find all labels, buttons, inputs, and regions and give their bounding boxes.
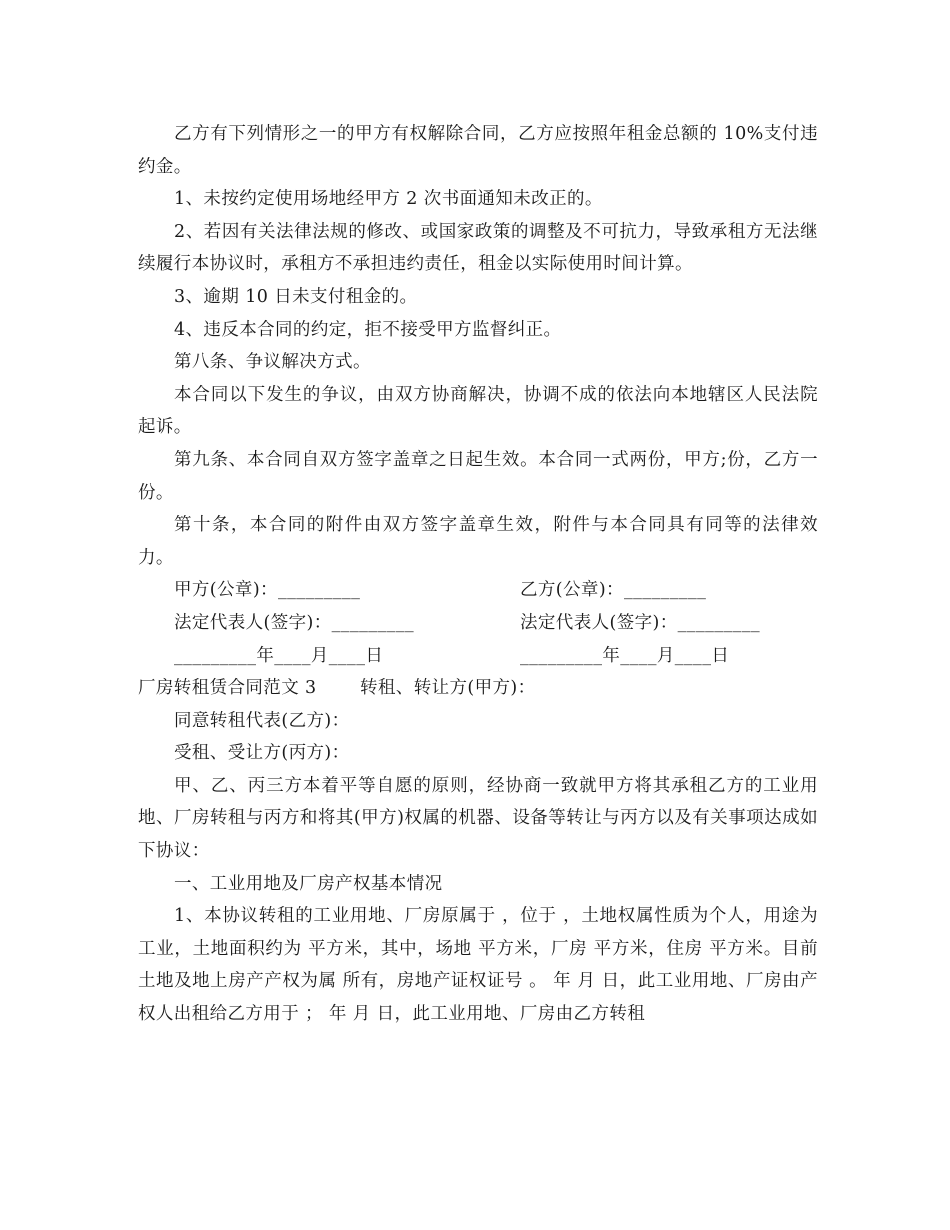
article-8-heading: 第八条、争议解决方式。 (174, 352, 371, 373)
signature-rep-row (138, 607, 818, 640)
party-c-label: 受租、受让方(丙方)： (174, 743, 350, 764)
section-1-heading: 一、工业用地及厂房产权基本情况 (174, 873, 443, 894)
article-9: 第九条、本合同自双方签字盖章之日起生效。本合同一式两份，甲方;份，乙方一份。 (138, 449, 818, 503)
party-b-date: _________年____月____日 (520, 645, 730, 666)
paragraph-termination: 乙方有下列情形之一的甲方有权解除合同，乙方应按照年租金总额的 10%支付违约金。 (138, 124, 818, 177)
paragraph-item-2: 2、若因有关法律法规的修改、或国家政策的调整及不可抗力，导致承租方无法继续履行本协议时，承租方不承担违约责任，租金以实际使用时间计算。 (138, 221, 818, 275)
paragraph-item-3: 3、逾期 10 日未支付租金的。 (174, 286, 418, 307)
section-title-row (138, 672, 818, 705)
party-b-label: 同意转租代表(乙方)： (174, 710, 350, 731)
party-b-representative: 法定代表人(签字)：_________ (520, 612, 761, 633)
party-a-representative: 法定代表人(签字)：_________ (174, 612, 415, 633)
paragraph-item-4: 4、违反本合同的约定，拒不接受甲方监督纠正。 (174, 319, 562, 340)
party-a-date: _________年____月____日 (174, 645, 384, 666)
party-a-label: 转租、转让方(甲方)： (360, 678, 536, 699)
paragraph-dispute: 本合同以下发生的争议，由双方协商解决，协调不成的依法向本地辖区人民法院起诉。 (138, 384, 818, 438)
signature-seal-row (138, 574, 818, 607)
paragraph-agreement-intro: 甲、乙、丙三方本着平等自愿的原则，经协商一致就甲方将其承租乙方的工业用地、厂房转租与丙方和将其(甲方)权属的机器、设备等转让与丙方以及有关事项达成如下协议： (138, 775, 818, 862)
paragraph-property-info: 1、本协议转租的工业用地、厂房原属于 ，位于 ，土地权属性质为个人，用途为工业，土地面积约为 平方米，其中，场地 平方米，厂房 平方米，住房 平方米。目前土地及地上房产产权为属 所有，房地产证权证号 。 年 月 日，此工业用地、厂房由产权人出租给乙方用于 ； 年 月 日，此工业用地、厂房由乙方转租 (138, 906, 818, 1025)
party-a-seal: 甲方(公章)：_________ (174, 580, 361, 601)
signature-date-row (138, 640, 818, 673)
party-b-seal: 乙方(公章)：_________ (520, 580, 707, 601)
section-title: 厂房转租赁合同范文 3 (138, 678, 317, 699)
paragraph-item-1: 1、未按约定使用场地经甲方 2 次书面通知未改正的。 (174, 189, 603, 210)
article-10: 第十条，本合同的附件由双方签字盖章生效，附件与本合同具有同等的法律效力。 (138, 515, 818, 568)
document-page (138, 118, 818, 1031)
